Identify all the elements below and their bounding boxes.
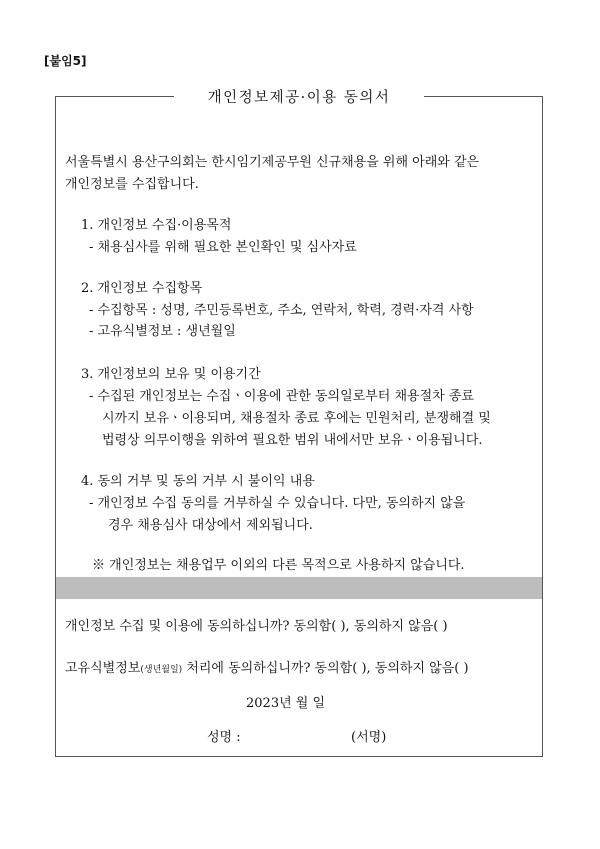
section-1-heading: 1. 개인정보 수집·이용목적	[81, 218, 232, 233]
section-3-line-1: - 수집된 개인정보는 수집ㆍ이용에 관한 동의일로부터 채용절차 종료	[89, 389, 474, 404]
consent-question-1: 개인정보 수집 및 이용에 동의하십니까? 동의함( ), 동의하지 않음( )	[65, 619, 448, 634]
privacy-notice: ※ 개인정보는 채용업무 이외의 다른 목적으로 사용하지 않습니다.	[92, 558, 465, 573]
signature-name-label: 성명 :	[207, 730, 241, 745]
form-title: 개인정보제공·이용 동의서	[207, 90, 391, 106]
consent2-prefix: 고유식별정보	[65, 661, 141, 676]
consent-question-2	[65, 657, 469, 676]
section-3-line-3: 법령상 의무이행을 위하여 필요한 범위 내에서만 보유ㆍ이용됩니다.	[102, 433, 483, 448]
attachment-label: [붙임5]	[44, 54, 87, 68]
section-4-line-2: 경우 채용심사 대상에서 제외됩니다.	[108, 518, 313, 533]
consent2-suffix: 처리에 동의하십니까? 동의함( ), 동의하지 않음( )	[182, 661, 469, 676]
section-2-line-1: - 수집항목 : 성명, 주민등록번호, 주소, 연락처, 학력, 경력·자격 사항	[89, 303, 474, 318]
section-3-line-2: 시까지 보유ㆍ이용되며, 채용절차 종료 후에는 민원처리, 분쟁해결 및	[102, 411, 491, 426]
section-2-line-2: - 고유식별정보 : 생년월일	[89, 324, 236, 339]
intro-line-2: 개인정보를 수집합니다.	[65, 177, 199, 192]
section-4-heading: 4. 동의 거부 및 동의 거부 시 불이익 내용	[81, 474, 315, 489]
section-4-line-1: - 개인정보 수집 동의를 거부하실 수 있습니다. 다만, 동의하지 않을	[89, 496, 466, 511]
section-1-line-1: - 채용심사를 위해 필요한 본인확인 및 심사자료	[89, 240, 357, 255]
date-line: 2023년 월 일	[246, 696, 326, 711]
section-2-heading: 2. 개인정보 수집항목	[81, 281, 203, 296]
intro-line-1: 서울특별시 용산구의회는 한시임기제공무원 신규채용을 위해 아래와 같은	[65, 155, 480, 170]
consent2-small-note: (생년월일)	[140, 665, 183, 675]
gray-separator-band	[56, 577, 542, 599]
section-3-heading: 3. 개인정보의 보유 및 이용기간	[81, 367, 261, 382]
consent-form-box	[55, 90, 543, 757]
signature-sign-label: (서명)	[351, 730, 387, 745]
